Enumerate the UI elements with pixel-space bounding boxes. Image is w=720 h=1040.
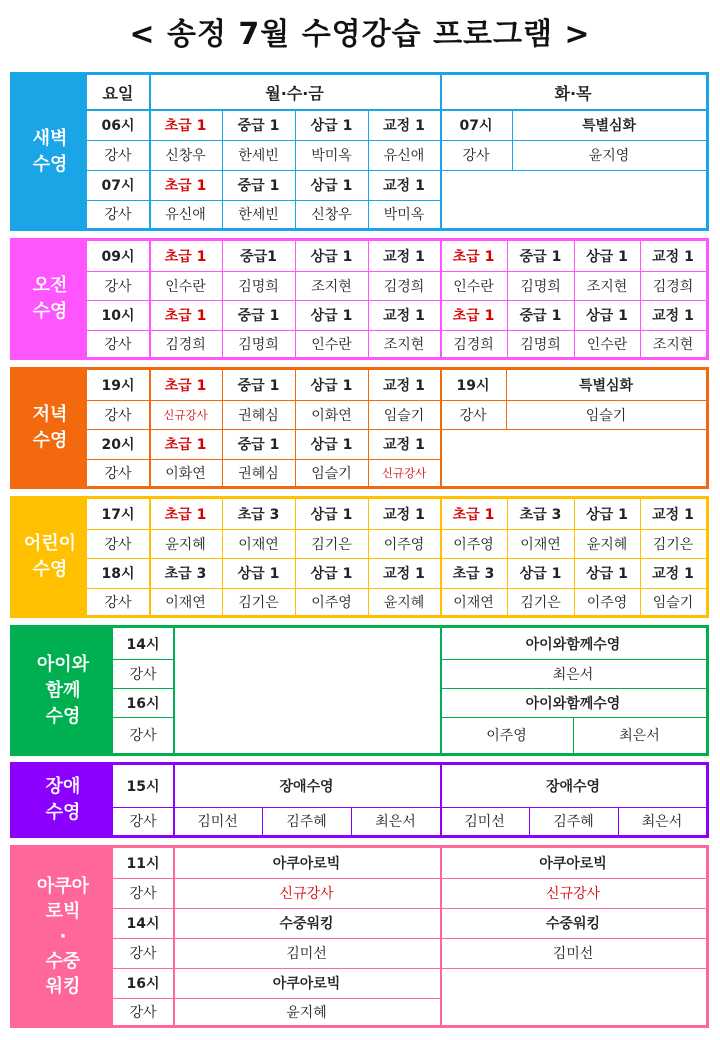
instructor-cell: 김기은 [520,594,561,611]
class-cell: 아쿠아로빅 [539,856,607,872]
instructor-cell: 김명희 [238,336,279,353]
instructor-cell: 이재연 [520,536,561,553]
instructor-cell: 김미선 [552,946,594,962]
class-cell: 교정 1 [383,437,425,453]
instructor-label: 강사 [104,336,132,353]
instructor-cell: 김명희 [520,278,561,295]
instructor-cell: 신규강사 [163,407,208,422]
class-cell: 장애수영 [279,779,334,795]
class-cell: 초급 1 [164,308,207,324]
instructor-cell: 김경희 [652,278,694,295]
instructor-cell: 윤지영 [588,148,630,164]
section-label-morning: 오전 수영 [13,241,87,357]
instructor-cell: 조지현 [652,336,694,353]
instructor-cell: 최은서 [375,814,416,830]
class-cell: 상급 1 [310,437,353,453]
instructor-cell: 최은서 [641,814,683,830]
class-cell: 중급 1 [237,308,280,324]
instructor-cell: 윤지혜 [586,536,628,553]
time-cell: 19시 [456,378,490,394]
instructor-label: 강사 [129,1004,157,1021]
time-cell: 09시 [101,249,135,265]
instructor-cell: 이주영 [453,536,494,553]
time-cell: 16시 [126,976,160,992]
instructor-cell: 박미옥 [311,148,352,164]
class-cell: 특별심화 [581,117,637,134]
time-cell: 14시 [126,636,160,653]
class-cell: 중급 1 [237,117,280,134]
class-cell: 초급 3 [237,507,280,523]
class-cell: 초급 1 [452,249,495,265]
instructor-label: 강사 [104,465,132,482]
time-cell: 16시 [126,695,160,712]
class-cell: 장애수영 [545,779,601,795]
instructor-cell: 윤지혜 [165,536,206,553]
instructor-label: 강사 [129,886,157,902]
class-cell: 상급 1 [310,566,353,582]
instructor-cell: 신창우 [311,207,352,223]
instructor-label: 강사 [104,278,132,295]
class-cell: 상급 1 [586,249,628,265]
class-cell: 초급 1 [164,249,207,265]
instructor-cell: 이화연 [165,465,206,482]
instructor-cell: 유신애 [383,148,425,164]
class-cell: 교정 1 [383,249,425,265]
class-cell: 초급 1 [452,308,495,324]
header-mwf: 월·수·금 [265,83,324,103]
class-cell: 상급 1 [237,566,280,582]
instructor-cell: 신규강사 [279,886,334,902]
class-cell: 중급 1 [237,178,280,194]
section-aqua [10,845,709,1028]
section-label-parent-child: 아이와 함께 수영 [13,628,113,753]
instructor-cell: 김주혜 [553,814,594,830]
instructor-cell: 조지현 [586,278,628,295]
instructor-cell: 임슬기 [383,407,425,424]
class-cell: 수중워킹 [545,916,601,932]
class-cell: 초급 1 [164,178,207,194]
class-cell: 중급 1 [237,437,280,453]
section-label-evening: 저녁 수영 [13,370,87,486]
instructor-label: 강사 [129,814,157,830]
instructor-cell: 김주혜 [286,814,327,830]
time-cell: 07시 [459,117,493,134]
class-cell: 초급 1 [164,507,207,523]
instructor-cell: 이주영 [586,594,628,611]
class-cell: 교정 1 [383,507,425,523]
instructor-cell: 김기은 [652,536,694,553]
instructor-cell: 인수란 [311,336,352,353]
class-cell: 초급 1 [164,378,207,394]
instructor-cell: 이주영 [311,594,352,611]
class-cell: 중급 1 [237,378,280,394]
section-morning [10,238,709,360]
instructor-cell: 신규강사 [545,886,601,902]
instructor-cell: 이재연 [165,594,206,611]
class-cell: 초급 1 [164,437,207,453]
section-parent-child [10,625,709,756]
class-cell: 아쿠아로빅 [272,976,341,992]
class-cell: 중급1 [240,249,277,265]
time-cell: 15시 [126,779,160,795]
instructor-cell: 신규강사 [381,465,427,480]
instructor-cell: 인수란 [453,278,494,295]
class-cell: 아이와함께수영 [525,636,621,653]
class-cell: 특별심화 [578,378,634,394]
instructor-cell: 김명희 [238,278,279,295]
instructor-cell: 조지현 [383,336,425,353]
class-cell: 상급 1 [310,249,353,265]
instructor-label: 강사 [462,148,490,164]
section-label-disabled: 장애 수영 [13,765,113,835]
section-label-kids: 어린이 수영 [13,499,87,615]
instructor-cell: 한세빈 [238,148,279,164]
instructor-cell: 김기은 [311,536,352,553]
instructor-label: 강사 [104,148,132,164]
class-cell: 상급 1 [586,308,628,324]
instructor-cell: 김경희 [453,336,494,353]
instructor-cell: 윤지혜 [286,1004,327,1021]
class-cell: 상급 1 [519,566,562,582]
class-cell: 초급 3 [452,566,495,582]
instructor-cell: 김기은 [238,594,279,611]
section-evening [10,367,709,489]
instructor-cell: 김미선 [286,946,327,962]
section-dawn [10,72,709,231]
section-kids [10,496,709,618]
instructor-cell: 김명희 [520,336,561,353]
class-cell: 교정 1 [652,566,694,582]
instructor-cell: 박미옥 [383,207,425,223]
instructor-cell: 이화연 [311,407,352,424]
class-cell: 초급 3 [519,507,562,523]
time-cell: 20시 [101,437,135,453]
instructor-cell: 한세빈 [238,207,279,223]
header-tt: 화·목 [554,83,592,103]
class-cell: 수중워킹 [279,916,334,932]
class-cell: 교정 1 [652,308,694,324]
instructor-cell: 이주영 [486,728,527,744]
time-cell: 18시 [101,566,135,582]
class-cell: 교정 1 [383,308,425,324]
time-cell: 06시 [101,117,135,134]
class-cell: 초급 1 [164,117,207,134]
instructor-label: 강사 [104,536,132,553]
time-cell: 07시 [101,178,135,194]
instructor-cell: 이재연 [238,536,279,553]
instructor-cell: 김경희 [383,278,425,295]
instructor-label: 강사 [129,728,157,744]
instructor-cell: 김경희 [165,336,206,353]
time-cell: 19시 [101,378,135,394]
class-cell: 상급 1 [310,117,353,134]
instructor-label: 강사 [104,407,132,424]
class-cell: 교정 1 [383,378,425,394]
class-cell: 교정 1 [652,507,694,523]
instructor-cell: 신창우 [165,148,206,164]
class-cell: 상급 1 [310,308,353,324]
instructor-cell: 이주영 [383,536,425,553]
time-cell: 11시 [126,856,160,872]
class-cell: 초급 3 [164,566,207,582]
class-cell: 아쿠아로빅 [272,856,341,872]
instructor-cell: 인수란 [165,278,206,295]
instructor-cell: 인수란 [586,336,628,353]
class-cell: 아이와함께수영 [525,695,621,712]
instructor-label: 강사 [104,594,132,611]
class-cell: 상급 1 [310,178,353,194]
instructor-cell: 권혜심 [238,407,279,424]
class-cell: 중급 1 [519,249,562,265]
instructor-cell: 김미선 [464,814,505,830]
class-cell: 교정 1 [383,178,425,194]
instructor-label: 강사 [104,207,132,223]
header-day: 요일 [102,83,134,103]
instructor-cell: 윤지혜 [383,594,425,611]
instructor-label: 강사 [129,946,157,962]
instructor-cell: 최은서 [619,728,660,744]
instructor-label: 강사 [459,407,487,424]
instructor-cell: 이재연 [453,594,494,611]
instructor-cell: 김미선 [197,814,238,830]
instructor-cell: 유신애 [165,207,206,223]
class-cell: 교정 1 [383,566,425,582]
instructor-cell: 임슬기 [311,465,352,482]
class-cell: 상급 1 [310,378,353,394]
time-cell: 14시 [126,916,160,932]
class-cell: 상급 1 [586,566,628,582]
class-cell: 중급 1 [519,308,562,324]
time-cell: 17시 [101,507,135,523]
page-title: < 송정 7월 수영강습 프로그램 > [129,17,591,52]
class-cell: 초급 1 [452,507,495,523]
class-cell: 상급 1 [586,507,628,523]
section-label-aqua: 아쿠아 로빅 · 수중 워킹 [13,848,113,1025]
section-disabled [10,762,709,838]
instructor-cell: 조지현 [311,278,352,295]
instructor-cell: 임슬기 [585,407,627,424]
instructor-label: 강사 [129,666,157,683]
class-cell: 교정 1 [383,117,425,134]
instructor-cell: 최은서 [552,666,594,683]
class-cell: 교정 1 [652,249,694,265]
instructor-cell: 임슬기 [652,594,694,611]
class-cell: 상급 1 [310,507,353,523]
instructor-cell: 권혜심 [238,465,279,482]
section-label-dawn: 새벽 수영 [13,75,87,228]
time-cell: 10시 [101,308,135,324]
